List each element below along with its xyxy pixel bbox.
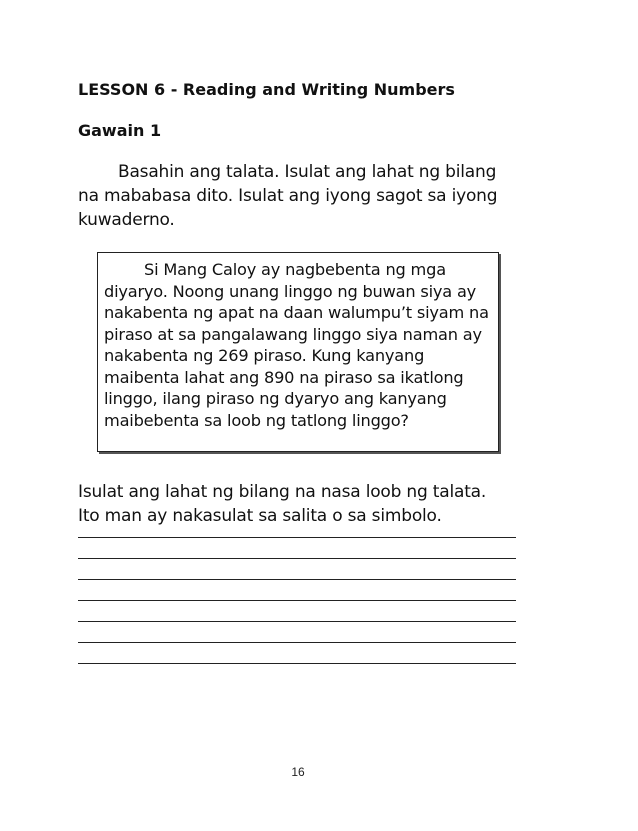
answer-lines: [78, 537, 516, 664]
prompt-line-2: Ito man ay nakasulat sa salita o sa simbolo.: [78, 506, 442, 526]
answer-line: [78, 538, 516, 559]
story-box: [97, 252, 499, 452]
answer-line: [78, 580, 516, 601]
story-paragraph: Si Mang Caloy ay nagbebenta ng mga diyaryo. Noong unang linggo ng buwan siya ay nakabenta ng apat na daan walumpu’t siyam na piraso at sa pangalawang linggo siya naman ay nakabenta ng 269 piraso. Kung kanyang maibenta lahat ang 890 na piraso sa ikatlong linggo, ilang piraso ng dyaryo ang kanyang maibebenta sa loob ng tatlong linggo?: [104, 260, 489, 430]
answer-line: [78, 622, 516, 643]
answer-line: [78, 559, 516, 580]
activity-title: Gawain 1: [78, 121, 162, 140]
answer-line: [78, 601, 516, 622]
lesson-title: LESSON 6 - Reading and Writing Numbers: [78, 80, 455, 99]
prompt-line-1: Isulat ang lahat ng bilang na nasa loob ng talata.: [78, 482, 487, 502]
answer-line: [78, 643, 516, 664]
instruction-paragraph: Basahin ang talata. Isulat ang lahat ng bilang na mababasa dito. Isulat ang iyong sagot sa iyong kuwaderno.: [78, 162, 498, 230]
prompt-paragraph: [78, 480, 518, 528]
page-number: 16: [291, 765, 305, 779]
